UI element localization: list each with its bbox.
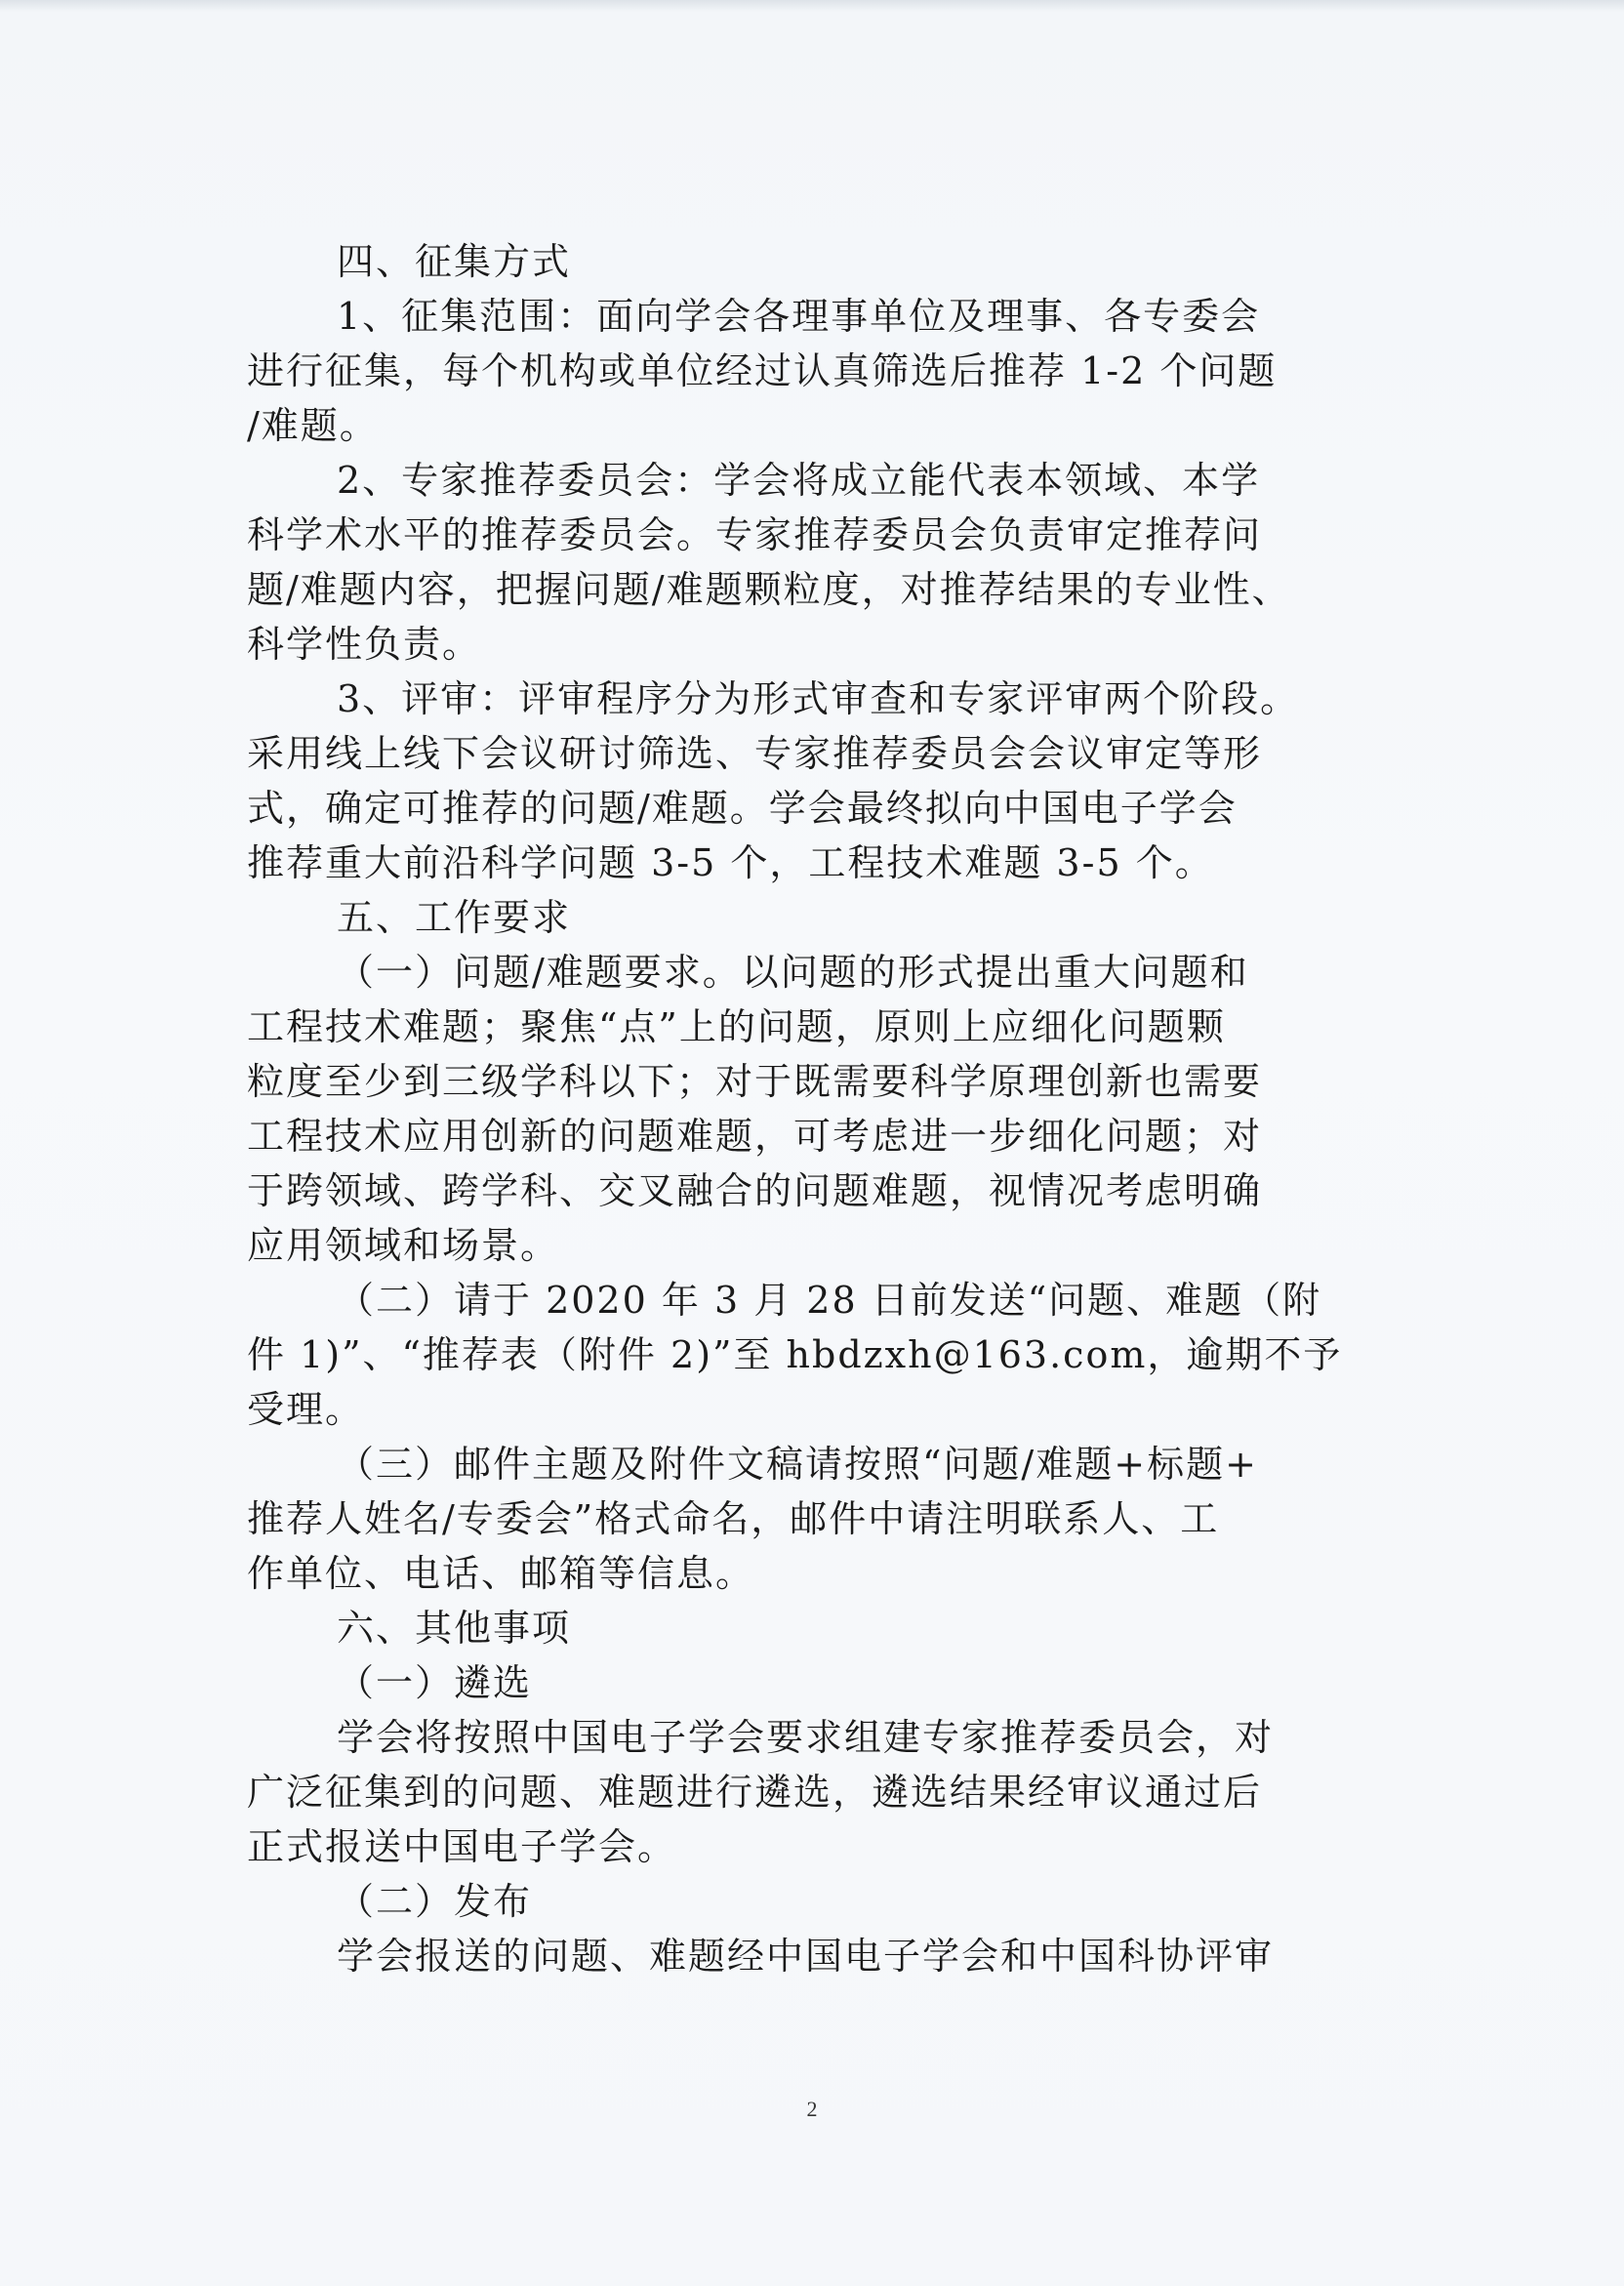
text-line: 件 1)”、“推荐表（附件 2)”至 hbdzxh@163.com，逾期不予 [247,1333,1343,1376]
scan-edge-shadow [0,0,1624,12]
text-line: 2、专家推荐委员会：学会将成立能代表本领域、本学 [337,459,1261,502]
text-line: 于跨领域、跨学科、交叉融合的问题难题，视情况考虑明确 [247,1169,1263,1212]
text-line: 工程技术应用创新的问题难题，可考虑进一步细化问题；对 [247,1115,1263,1158]
text-line: （三）邮件主题及附件文稿请按照“问题/难题+标题+ [337,1443,1258,1486]
text-line: 式，确定可推荐的问题/难题。学会最终拟向中国电子学会 [247,787,1238,830]
text-line: 作单位、电话、邮箱等信息。 [247,1552,755,1595]
text-line: 六、其他事项 [337,1607,572,1650]
text-line: 应用领域和场景。 [247,1224,560,1267]
text-line: （二）请于 2020 年 3 月 28 日前发送“问题、难题（附 [337,1279,1322,1322]
text-line: 四、征集方式 [337,240,572,283]
text-line: 科学性负责。 [247,623,482,666]
text-line: （一）问题/难题要求。以问题的形式提出重大问题和 [337,951,1249,994]
text-line: 学会报送的问题、难题经中国电子学会和中国科协评审 [337,1935,1275,1978]
text-line: 广泛征集到的问题、难题进行遴选，遴选结果经审议通过后 [247,1771,1263,1814]
page-number: 2 [806,2097,818,2121]
text-line: 工程技术难题；聚焦“点”上的问题，原则上应细化问题颗 [247,1005,1226,1048]
text-line: 五、工作要求 [337,896,572,939]
text-line: 推荐重大前沿科学问题 3-5 个，工程技术难题 3-5 个。 [247,841,1214,884]
text-line: 进行征集，每个机构或单位经过认真筛选后推荐 1-2 个问题 [247,349,1278,392]
text-line: 正式报送中国电子学会。 [247,1825,677,1868]
text-line: /难题。 [247,404,379,447]
text-line: 3、评审：评审程序分为形式审查和专家评审两个阶段。 [337,677,1300,720]
text-line: 科学术水平的推荐委员会。专家推荐委员会负责审定推荐问 [247,513,1263,556]
text-line: 采用线上线下会议研讨筛选、专家推荐委员会会议审定等形 [247,732,1263,775]
document-body [247,234,1369,1983]
text-line: （一）遴选 [337,1661,533,1704]
text-line: 受理。 [247,1388,365,1431]
text-line: 粒度至少到三级学科以下；对于既需要科学原理创新也需要 [247,1060,1263,1103]
text-line: 学会将按照中国电子学会要求组建专家推荐委员会，对 [337,1716,1275,1759]
text-line: 题/难题内容，把握问题/难题颗粒度，对推荐结果的专业性、 [247,568,1291,611]
text-line: 1、征集范围：面向学会各理事单位及理事、各专委会 [337,295,1261,338]
text-line: （二）发布 [337,1880,533,1923]
text-line: 推荐人姓名/专委会”格式命名，邮件中请注明联系人、工 [247,1497,1220,1540]
